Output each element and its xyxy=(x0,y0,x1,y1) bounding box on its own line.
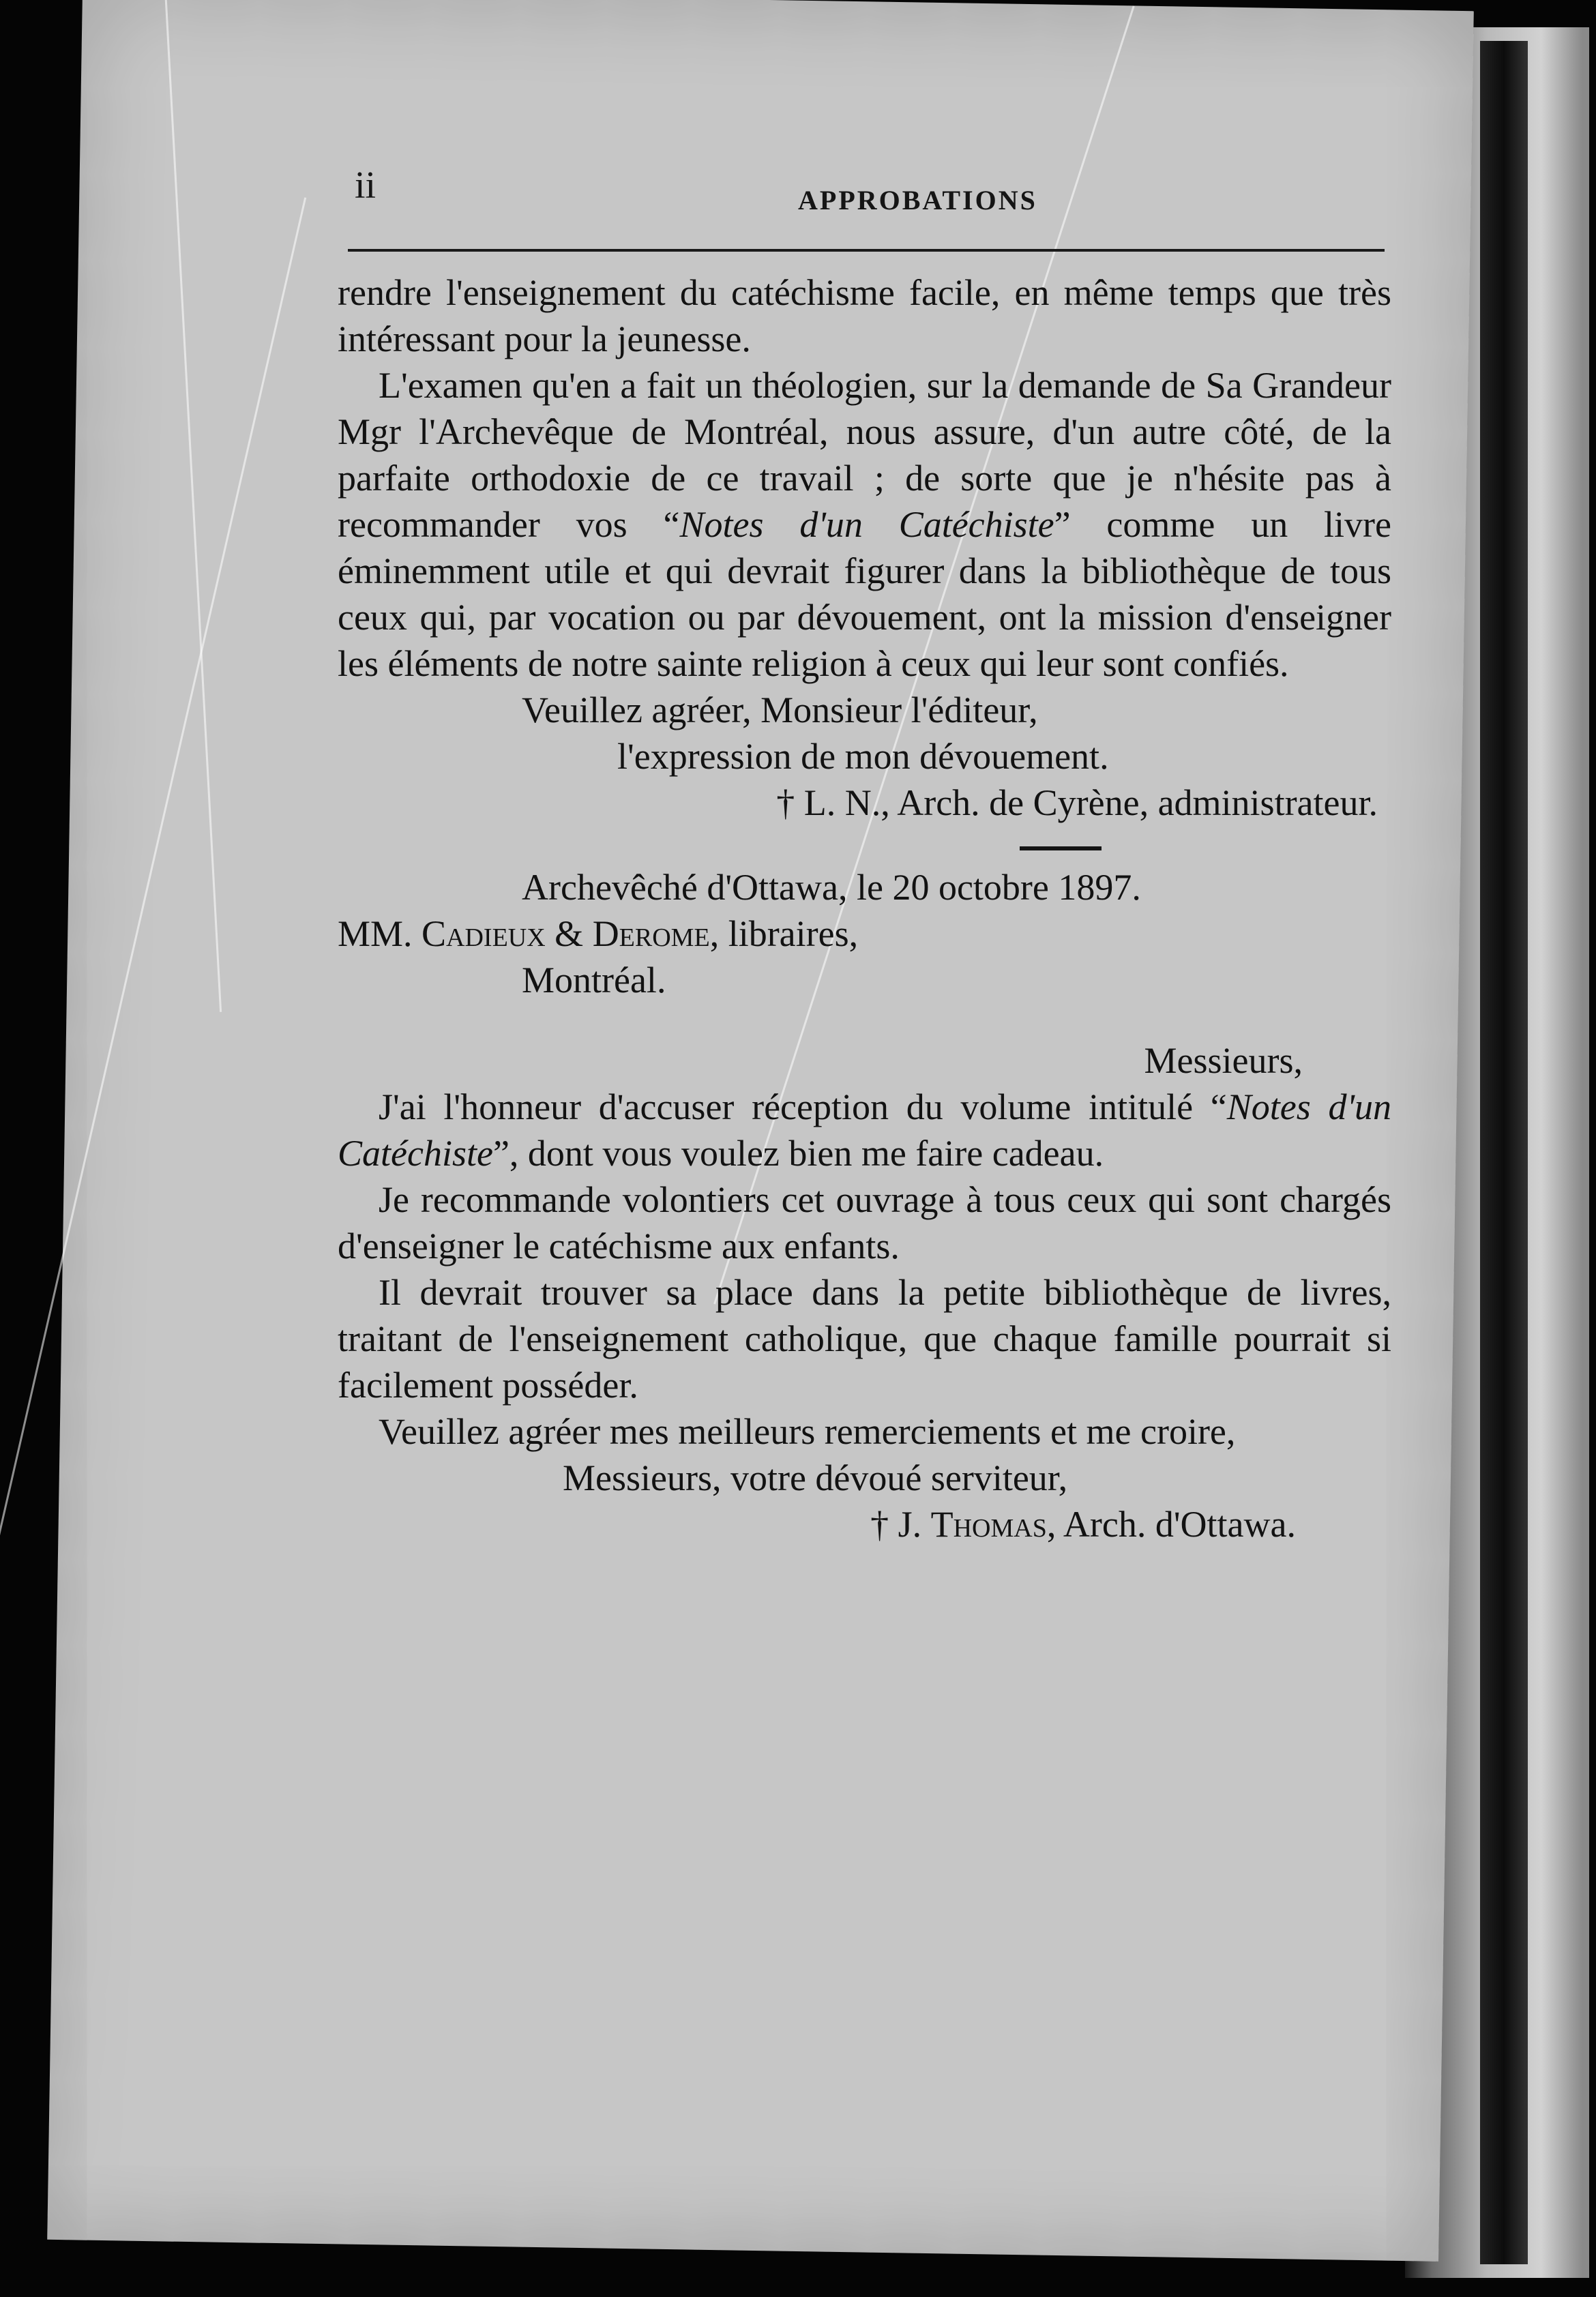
letter1-closing-1: Veuillez agréer, Monsieur l'éditeur, xyxy=(522,690,1038,730)
letter2-addressee xyxy=(338,910,1391,957)
addressee-suffix: , libraires, xyxy=(709,913,859,954)
letter2-closing: Messieurs, votre dévoué serviteur, xyxy=(563,1457,1068,1498)
signature-name: Thomas xyxy=(930,1504,1047,1545)
addressee-prefix: MM. xyxy=(338,913,422,954)
letter1-paragraph-2 xyxy=(338,362,1391,687)
signature-suffix: , Arch. d'Ottawa. xyxy=(1046,1504,1296,1545)
letter2-p1-text-a: J'ai l'honneur d'accuser réception du volume intitulé “ xyxy=(379,1086,1227,1127)
letter1-p2-text-b: ” comme un livre éminemment utile et qui devrait figurer dans la bibliothèque de tous ceux qui, par vocation ou par dévouement, ont la mission d'enseigner les éléments de notre sainte religion à ceux qui leur sont confiés. xyxy=(338,504,1391,684)
book-gutter xyxy=(1480,41,1528,2264)
header-rule xyxy=(348,249,1385,252)
letter2-paragraph-1 xyxy=(338,1084,1391,1176)
scan-scratch xyxy=(164,0,222,1012)
running-head: APPROBATIONS xyxy=(798,185,1037,216)
letter2-signature xyxy=(338,1501,1391,1547)
book-title: Notes d'un Catéchiste xyxy=(679,504,1054,545)
letter2-salutation: Messieurs, xyxy=(1144,1040,1303,1081)
letter2-addressee-city: Montréal. xyxy=(522,960,666,1001)
signature-prefix: † J. xyxy=(870,1504,931,1545)
page-header xyxy=(355,164,1391,246)
letter1-signature: † L. N., Arch. de Cyrène, administrateur. xyxy=(776,782,1378,823)
letter-separator xyxy=(1020,846,1102,850)
page-body xyxy=(338,269,1391,1547)
scan-scratch xyxy=(0,197,306,1926)
letter2-paragraph-2: Je recommande volontiers cet ouvrage à tous ceux qui sont chargés d'enseigner le catéchisme aux enfants. xyxy=(338,1179,1391,1266)
letter1-p2-text-a: L'examen qu'en a fait un théologien, sur la demande de Sa Grandeur Mgr l'Archevêque de Montréal, nous assure, d'un autre côté, de la parfaite orthodoxie de ce travail ; de sorte que je n'hésite pas à recommander vos “ xyxy=(338,365,1391,545)
letter1-closing-2: l'expression de mon dévouement. xyxy=(617,736,1109,777)
letter2-paragraph-4: Veuillez agréer mes meilleurs remerciements et me croire, xyxy=(379,1411,1236,1452)
book-title: Notes d'un Catéchiste xyxy=(338,1086,1391,1174)
page-number: ii xyxy=(355,164,376,207)
addressee-names: Cadieux & Derome xyxy=(422,913,710,954)
letter1-paragraph-1: rendre l'enseignement du catéchisme facile, en même temps que très intéressant pour la jeunesse. xyxy=(338,272,1391,359)
letter2-dateline: Archevêché d'Ottawa, le 20 octobre 1897. xyxy=(522,867,1141,908)
letter2-paragraph-3: Il devrait trouver sa place dans la petite bibliothèque de livres, traitant de l'enseignement catholique, que chaque famille pourrait si facilement posséder. xyxy=(338,1272,1391,1406)
letter2-p1-text-b: ”, dont vous voulez bien me faire cadeau. xyxy=(492,1133,1104,1174)
